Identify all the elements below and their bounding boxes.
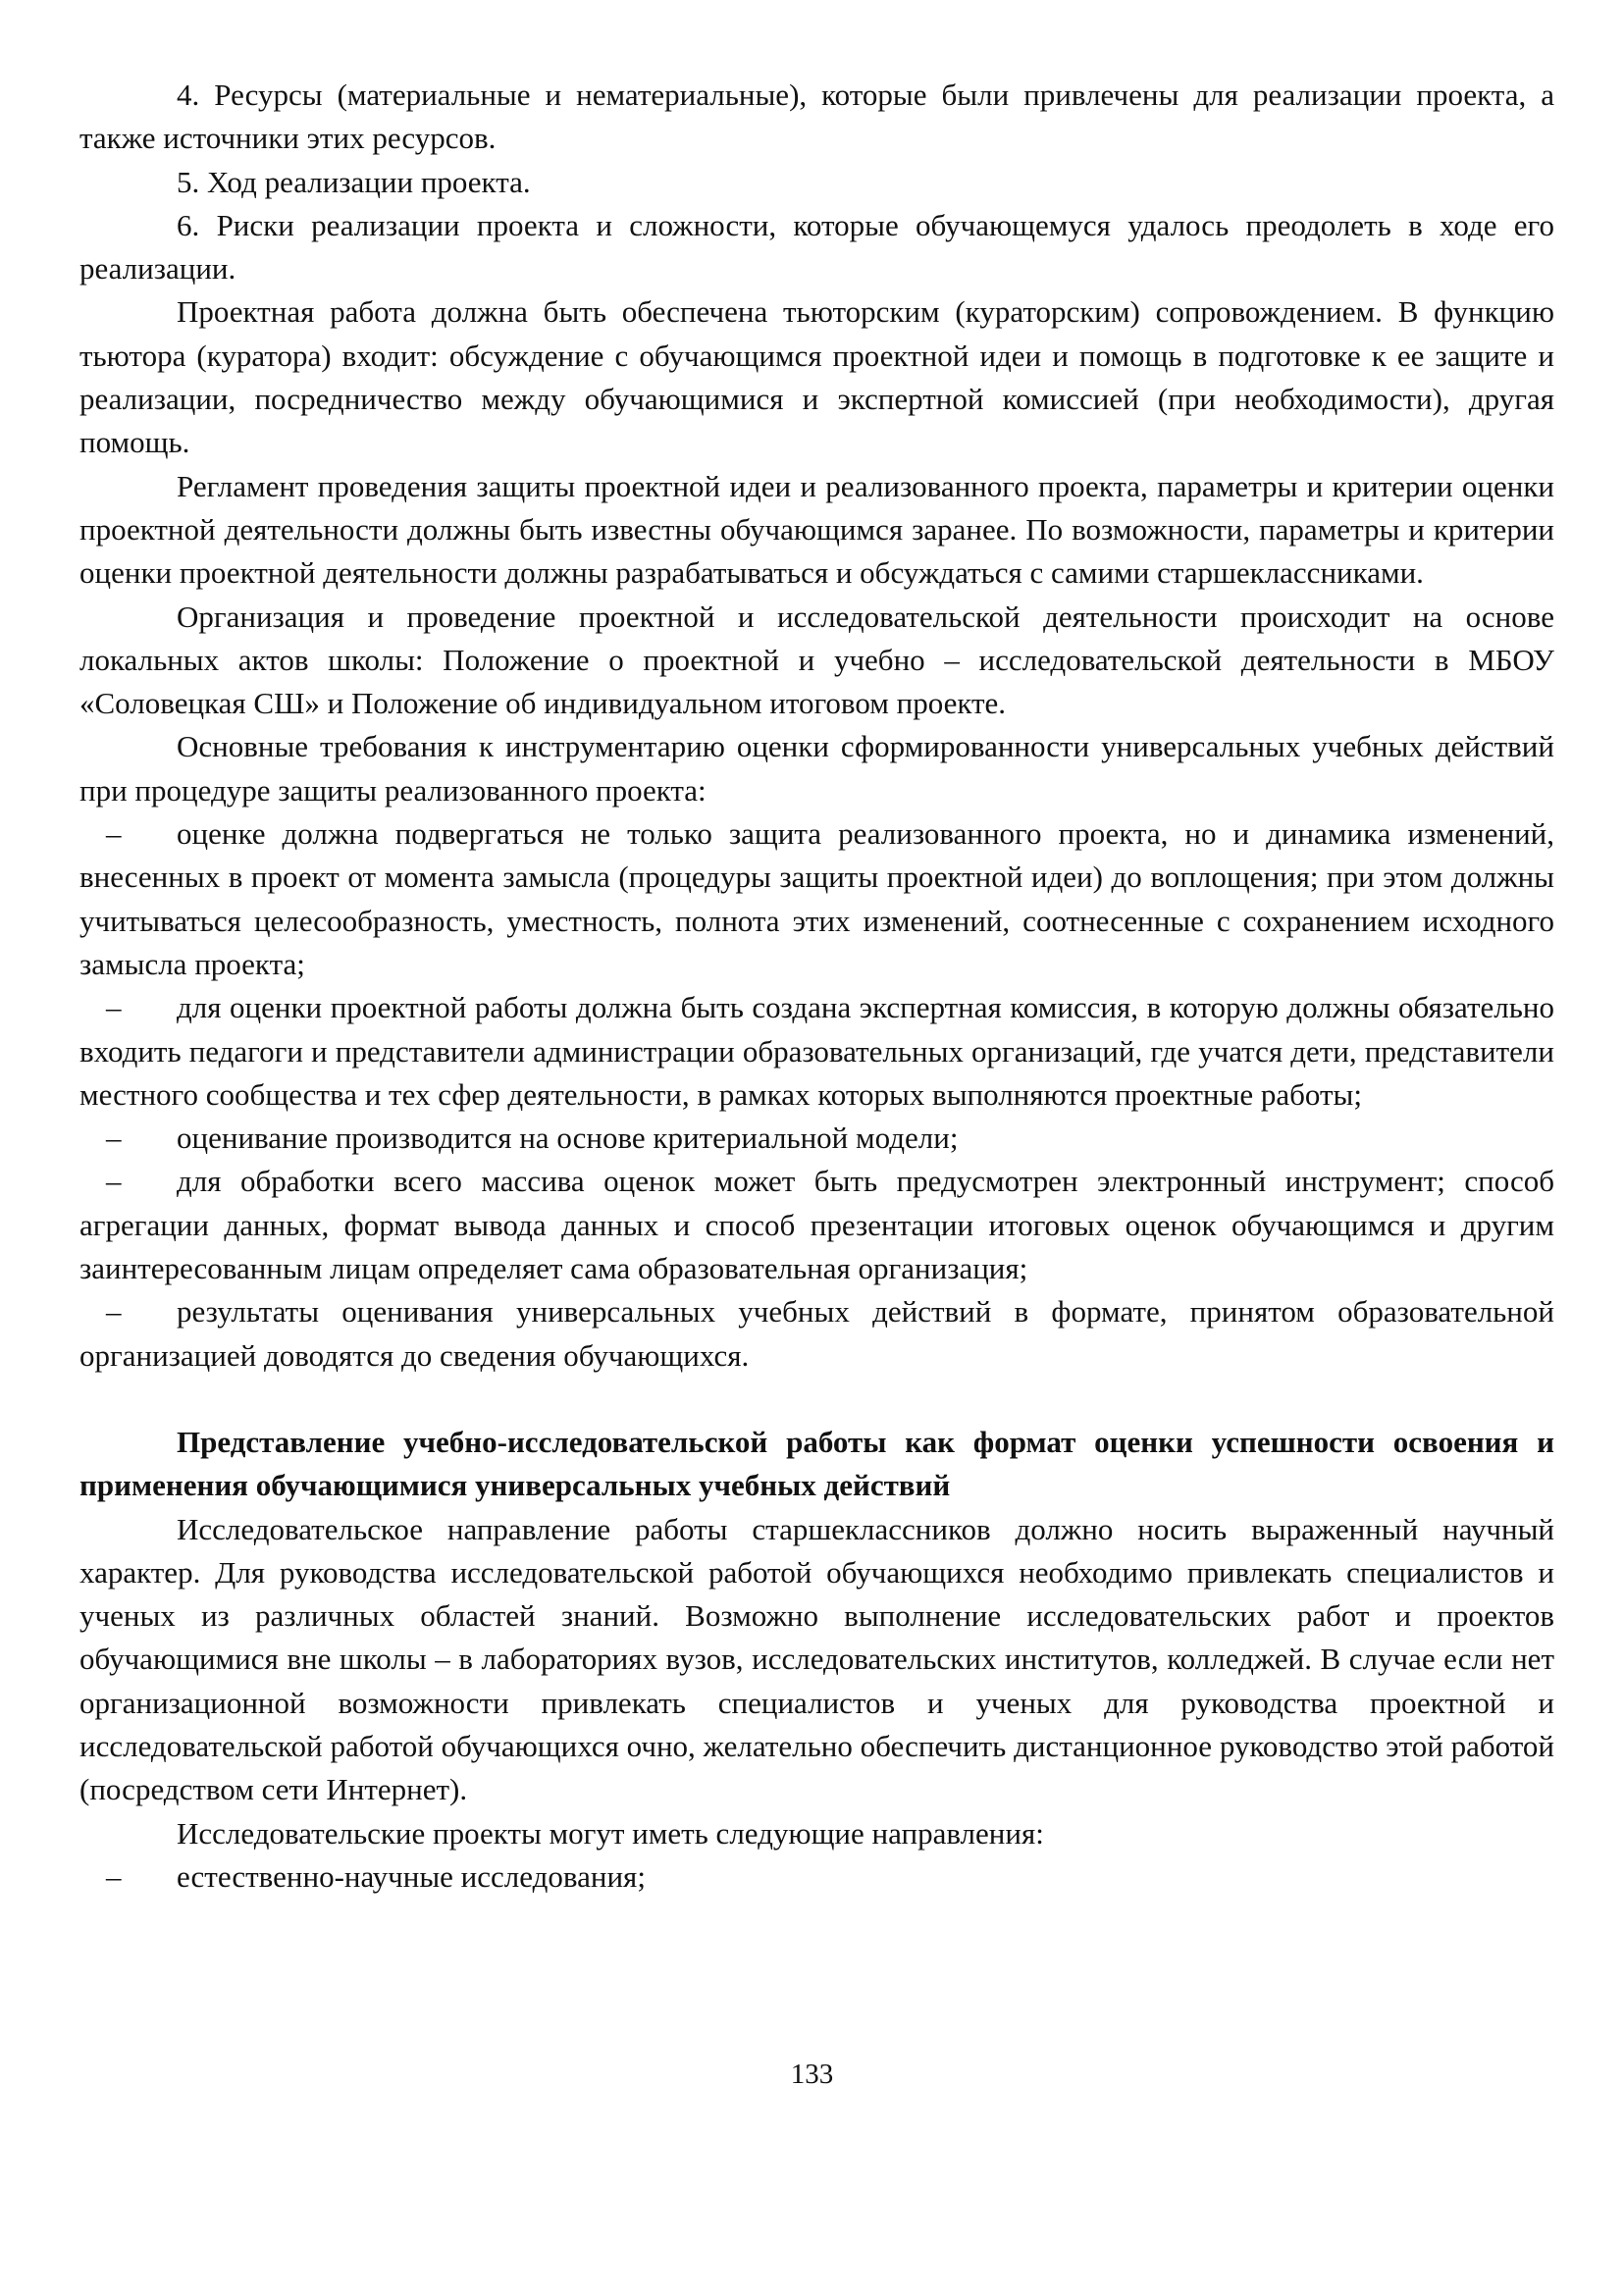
list-item-text: оценивание производится на основе критериальной модели; bbox=[177, 1121, 959, 1156]
dash-bullet: – bbox=[106, 816, 122, 852]
page-number: 133 bbox=[790, 2059, 834, 2090]
section-heading: Представление учебно-исследовательской работы как формат оценки успешности освоения и применения обучающимися универсальных учебных действий bbox=[79, 1424, 1554, 1503]
list-item bbox=[79, 1117, 1554, 1160]
list-item-text: для оценки проектной работы должна быть создана экспертная комиссия, в которую должны обязательно входить педагоги и представители администрации образовательных организаций, где учатся дети, представители местного сообщества и тех сфер деятельности, в рамках которых выполняются проектные работы; bbox=[79, 990, 1554, 1112]
paragraph-progress: 5. Ход реализации проекта. bbox=[177, 164, 531, 199]
list-item bbox=[79, 1160, 1554, 1290]
paragraph-local-acts: Организация и проведение проектной и исследовательской деятельности происходит на основе локальных актов школы: Положение о проектной и учебно – исследовательской деятельности в МБОУ «Соловецкая СШ» и Положение об индивидуальном итоговом проекте. bbox=[79, 599, 1554, 721]
paragraph-tutor-support: Проектная работа должна быть обеспечена тьюторским (кураторским) сопровождением. В функцию тьютора (куратора) входит: обсуждение с обучающимся проектной идеи и помощь в подготовке к ее защите и реализации, посредничество между обучающимися и экспертной комиссией (при необходимости), другая помощь. bbox=[79, 294, 1554, 460]
dash-bullet: – bbox=[106, 1858, 122, 1894]
list-item bbox=[79, 986, 1554, 1117]
paragraph-research-direction: Исследовательское направление работы старшеклассников должно носить выраженный научный характер. Для руководства исследовательской работой обучающихся необходимо привлекать специалистов и ученых из различных областей знаний. Возможно выполнение исследовательских работ и проектов обучающимися вне школы – в лабораториях вузов, исследовательских институтов, колледжей. В случае если нет организационной возможности привлекать специалистов и ученых для руководства проектной и исследовательской работой обучающихся очно, желательно обеспечить дистанционное руководство этой работой (посредством сети Интернет). bbox=[79, 1511, 1554, 1807]
paragraph-resources: 4. Ресурсы (материальные и нематериальные), которые были привлечены для реализации проекта, а также источники этих ресурсов. bbox=[79, 78, 1554, 156]
list-item bbox=[79, 1290, 1554, 1378]
document-page bbox=[79, 74, 1554, 1899]
paragraph-requirements-intro: Основные требования к инструментарию оценки сформированности универсальных учебных действий при процедуре защиты реализованного проекта: bbox=[79, 729, 1554, 808]
dash-bullet: – bbox=[106, 1164, 122, 1199]
paragraph-research-areas-intro: Исследовательские проекты могут иметь следующие направления: bbox=[177, 1815, 1044, 1851]
list-item-text: оценке должна подвергаться не только защита реализованного проекта, но и динамика изменений, внесенных в проект от момента замысла (процедуры защиты проектной идеи) до воплощения; при этом должны учитываться целесообразность, уместность, полнота этих изменений, соотнесенные с сохранением исходного замысла проекта; bbox=[79, 816, 1554, 981]
list-item bbox=[79, 812, 1554, 986]
list-item bbox=[79, 1855, 1554, 1899]
list-item-text: результаты оценивания универсальных учебных действий в формате, принятом образовательной организацией доводятся до сведения обучающихся. bbox=[79, 1294, 1554, 1373]
list-item-text: для обработки всего массива оценок может быть предусмотрен электронный инструмент; способ агрегации данных, формат вывода данных и способ презентации итоговых оценок обучающимся и другим заинтересованным лицам определяет сама образовательная организация; bbox=[79, 1164, 1554, 1286]
list-item-text: естественно-научные исследования; bbox=[177, 1858, 646, 1894]
dash-bullet: – bbox=[106, 990, 122, 1025]
paragraph-risks: 6. Риски реализации проекта и сложности, которые обучающемуся удалось преодолеть в ходе его реализации. bbox=[79, 207, 1554, 287]
dash-bullet: – bbox=[106, 1121, 122, 1156]
dash-bullet: – bbox=[106, 1294, 122, 1330]
paragraph-defense-regulations: Регламент проведения защиты проектной идеи и реализованного проекта, параметры и критерии оценки проектной деятельности должны быть известны обучающимся заранее. По возможности, параметры и критерии оценки проектной деятельности должны разрабатываться и обсуждаться с самими старшеклассниками. bbox=[79, 468, 1554, 591]
